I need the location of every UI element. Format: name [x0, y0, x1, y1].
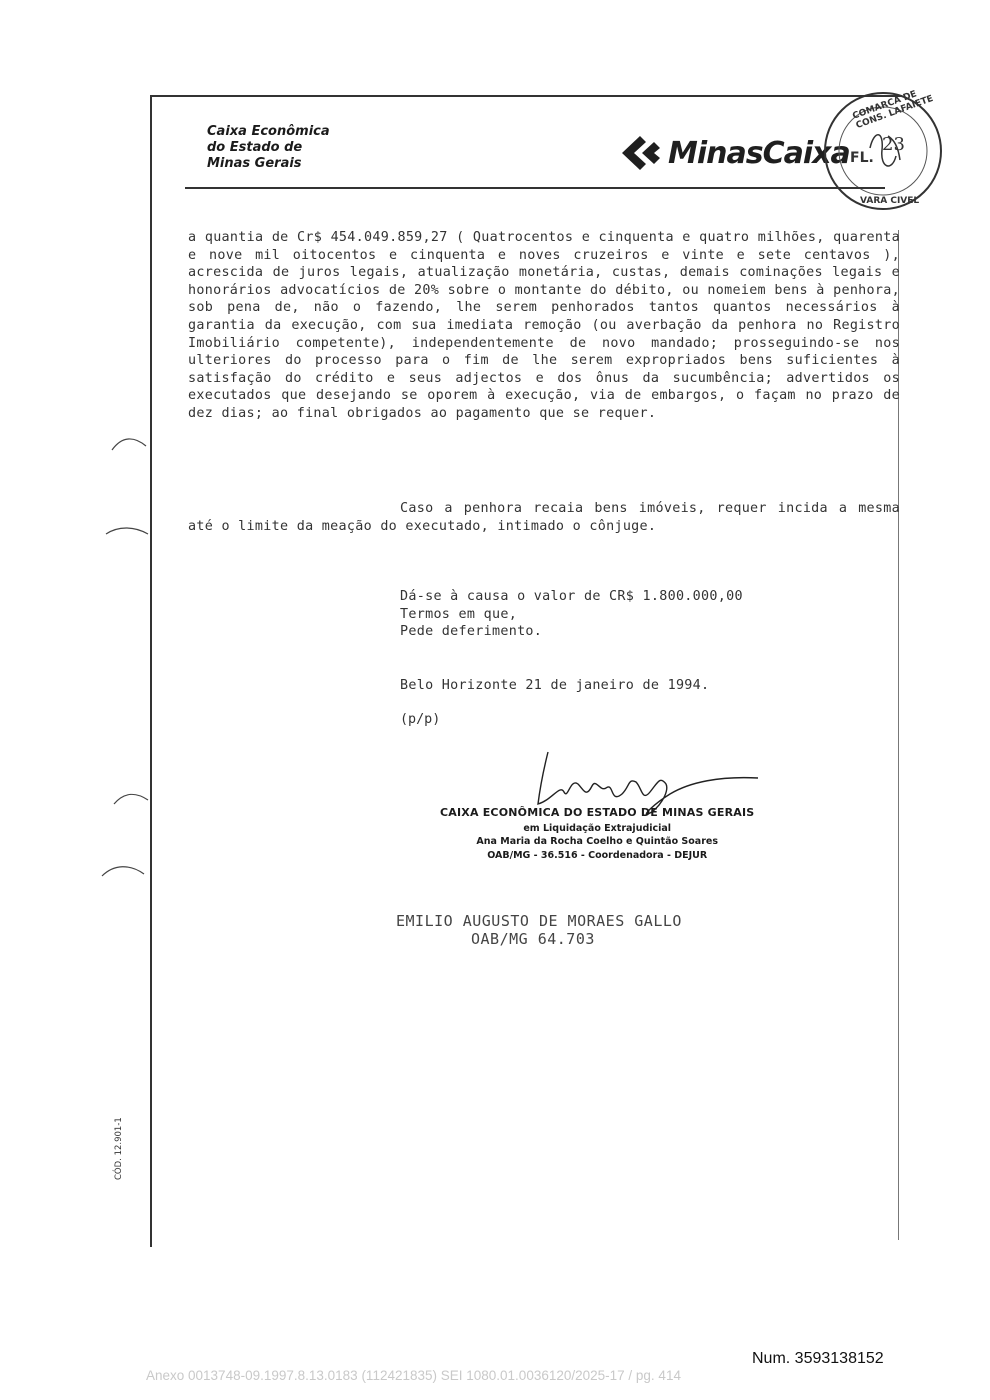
- stamp-bottom-text: VARA CIVEL: [860, 196, 920, 206]
- stamp-fl-label: FL.: [850, 150, 874, 166]
- org-line-2: do Estado de: [207, 140, 303, 155]
- signature-stamp-registration: OAB/MG - 36.516 - Coordenadora - DEJUR: [487, 850, 708, 861]
- request-line: Pede deferimento.: [400, 624, 543, 640]
- per-procuration: (p/p): [400, 712, 441, 727]
- terms-line: Termos em que,: [400, 606, 518, 622]
- signature-stamp-org: CAIXA ECONÔMICA DO ESTADO DE MINAS GERAIS: [440, 806, 755, 819]
- header-rule: [185, 187, 885, 189]
- organization-name: [207, 124, 330, 172]
- stamp-fl-number: 23: [882, 134, 905, 155]
- minascaixa-logo-icon: [620, 134, 662, 172]
- court-stamp: [822, 90, 944, 212]
- lawyer-block: [396, 912, 682, 948]
- signature-stamp-signer: Ana Maria da Rocha Coelho e Quintão Soares: [476, 836, 718, 847]
- margin-mark: [104, 520, 150, 550]
- footer-reference: Anexo 0013748-09.1997.8.13.0183 (112421835) SEI 1080.01.0036120/2025-17 / pg. 414: [146, 1368, 681, 1383]
- place-and-date: Belo Horizonte 21 de janeiro de 1994.: [400, 678, 710, 693]
- form-code: CÓD. 12.901-1: [114, 1117, 124, 1180]
- signature-stamp: [440, 806, 754, 861]
- margin-mark: [110, 430, 150, 460]
- body-paragraph-2: Caso a penhora recaia bens imóveis, requer incida a mesma até o limite da meação do executado, intimado o cônjuge.: [188, 501, 900, 534]
- body-paragraph-1: a quantia de Cr$ 454.049.859,27 ( Quatrocentos e cinquenta e quatro milhões, quarenta e nove mil oitocentos e cinquenta e noves cruzeiros e vinte e sete centavos ), acrescida de juros legais, atualização monetária, custas, demais cominações legais e honorários advocatícios de 20% sobre o montante do débito, ou nomeiem bens à penhora, sob pena de, não o fazendo, lhe serem penhorados tantos quantos necessários à garantia da execução, com sua imediata remoção (ou averbação da penhora no Registro Imobiliário competente), independentemente de novo mandado; prosseguindo-se nos ulteriores do processo para o fim de lhe serem expropriados bens suficientes à satisfação do crédito e seus adjectos e dos ônus da sucumbência; advertidos os executados que desejando se oporem à execução, via de embargos, o façam no prazo de dez dias; ao final obrigados ao pagamento que se requer.: [188, 230, 900, 421]
- closing-block: [400, 588, 743, 641]
- cause-value-line: Dá-se à causa o valor de CR$ 1.800.000,00: [400, 589, 743, 604]
- margin-mark: [112, 786, 152, 816]
- stamp-outer-text: COMARCA DE CONS. LAFAIETE: [851, 89, 935, 132]
- org-line-1: Caixa Econômica: [207, 124, 330, 139]
- lawyer-name: EMILIO AUGUSTO DE MORAES GALLO: [396, 912, 682, 930]
- org-line-3: Minas Gerais: [207, 156, 302, 171]
- margin-mark: [100, 858, 146, 888]
- minascaixa-logo: [620, 134, 850, 172]
- logo-text: MinasCaixa: [668, 135, 850, 171]
- signature-stamp-status: em Liquidação Extrajudicial: [523, 823, 672, 834]
- lawyer-oab: OAB/MG 64.703: [471, 930, 595, 948]
- page-number: Num. 3593138152: [752, 1350, 884, 1367]
